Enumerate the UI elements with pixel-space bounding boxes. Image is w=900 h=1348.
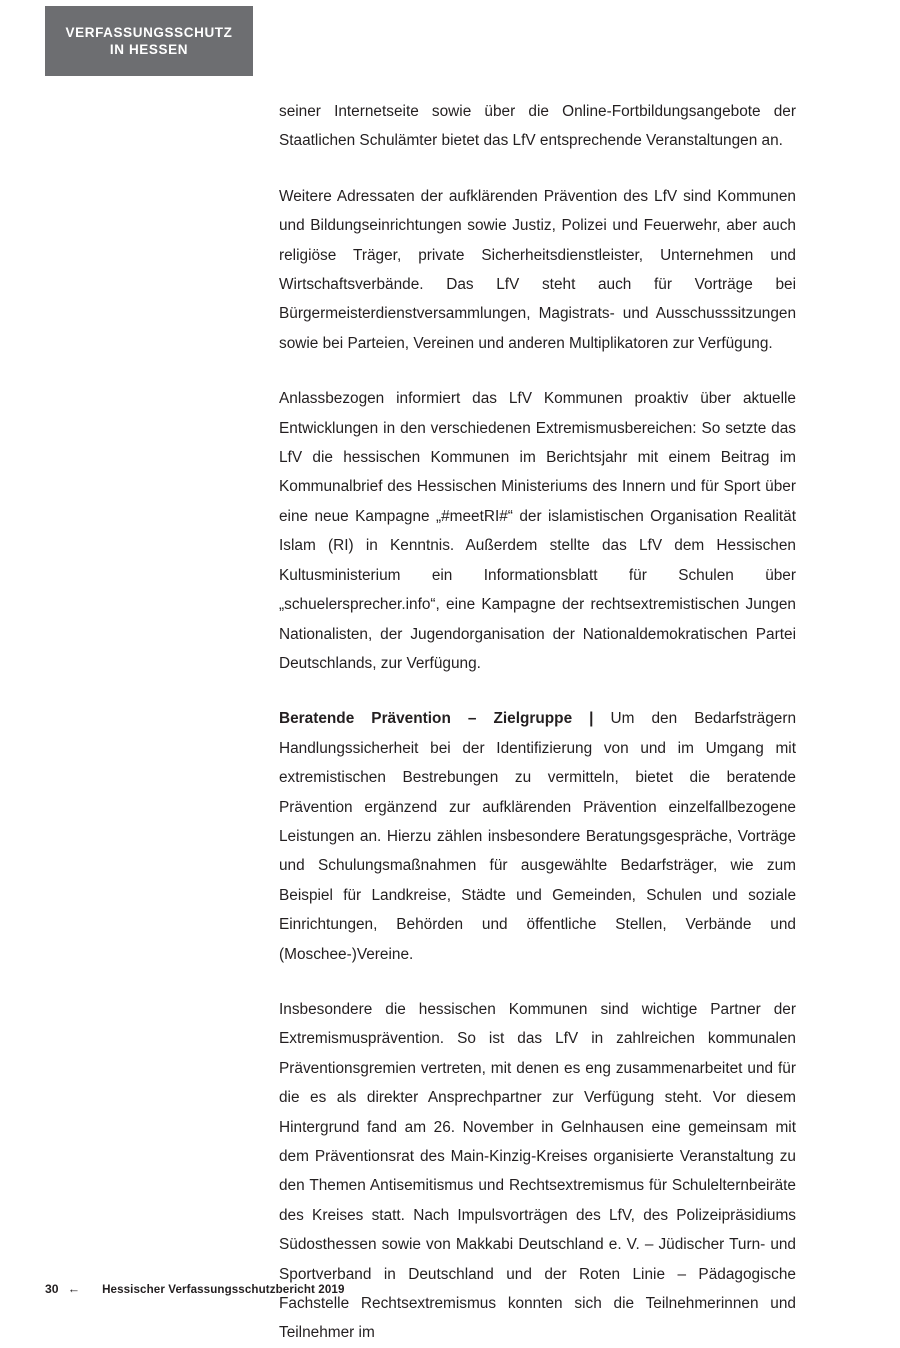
paragraph-lead-in: Beratende Prävention – Zielgruppe | [279, 710, 594, 728]
logo-line-1: VERFASSUNGSSCHUTZ [65, 25, 233, 40]
paragraph-text: Anlassbezogen informiert das LfV Kommunen proaktiv über aktuelle Entwicklungen in den verschiedenen Extremismusbereichen: So setzte das LfV die hessischen Kommunen im Berichtsjahr mit einem Beitrag im Kommunalbrief des Hessischen Ministeriums des Innern und für Sport über eine neue Kampagne „#meetRI#“ der islamistischen Organisation Realität Islam (RI) in Kenntnis. Außerdem stellte das LfV dem Hessischen Kultusministerium ein Informationsblatt für Schulen über „schuelersprecher.info“, eine Kampagne der rechtsextremistischen Jungen Nationalisten, der Jugendorganisation der Nationaldemokratischen Partei Deutschlands, zur Verfügung. [279, 390, 796, 672]
paragraph-text: Insbesondere die hessischen Kommunen sind wichtige Partner der Extremismusprävention. So ist das LfV in zahlreichen kommunalen Präventionsgremien vertreten, mit denen es eng zusammenarbeitet und für die es als direkter Ansprechpartner zur Verfügung steht. Vor diesem Hintergrund fand am 26. November in Gelnhausen eine gemeinsam mit dem Präventionsrat des Main-Kinzig-Kreises organisierte Veranstaltung zu den Themen Antisemitismus und Rechtsextremismus für Schulelternbeiräte des Kreises statt. Nach Impulsvorträgen des LfV, des Polizeipräsidiums Südosthessen sowie von Makkabi Deutschland e. V. – Jüdischer Turn- und Sportverband in Deutschland und der Roten Linie – Pädagogische Fachstelle Rechtsextremismus konnten sich die Teilnehmerinnen und Teilnehmer im [279, 1000, 796, 1342]
body-paragraph [279, 384, 796, 678]
publication-logo [45, 6, 253, 76]
body-paragraph [279, 97, 796, 156]
logo-line-2: IN HESSEN [109, 42, 189, 57]
footer-title: Hessischer Verfassungsschutzbericht 2019 [102, 1282, 345, 1296]
page-footer [45, 1282, 345, 1296]
body-paragraph [279, 995, 796, 1348]
body-paragraph-with-lead [279, 704, 796, 969]
paragraph-text: Um den Bedarfsträgern Handlungssicherheit bei der Identifizierung von und im Umgang mit extremistischen Bestrebungen zu vermitteln, bietet die beratende Prävention ergänzend zur aufklärenden Prävention einzelfallbezogene Leistungen an. Hierzu zählen insbesondere Beratungsgespräche, Vorträge und Schulungsmaßnahmen für ausgewählte Bedarfsträger, wie zum Beispiel für Landkreise, Städte und Gemeinden, Schulen und soziale Einrichtungen, Behörden und öffentliche Stellen, Verbände und (Moschee-)Vereine. [279, 710, 797, 963]
page-number: 30 [45, 1282, 59, 1296]
page-body [279, 97, 796, 1348]
body-paragraph [279, 182, 796, 358]
paragraph-text: seiner Internetseite sowie über die Online-Fortbildungsangebote der Staatlichen Schulämter bietet das LfV entsprechende Veranstaltungen an. [279, 103, 796, 150]
arrow-left-icon: ← [67, 1281, 81, 1296]
paragraph-text: Weitere Adressaten der aufklärenden Prävention des LfV sind Kommunen und Bildungseinrichtungen sowie Justiz, Polizei und Feuerwehr, aber auch religiöse Träger, private Sicherheitsdienstleister, Unternehmen und Wirtschaftsverbände. Das LfV steht auch für Vorträge bei Bürgermeisterdienstversammlungen, Magistrats- und Ausschusssitzungen sowie bei Parteien, Vereinen und anderen Multiplikatoren zur Verfügung. [279, 187, 796, 352]
